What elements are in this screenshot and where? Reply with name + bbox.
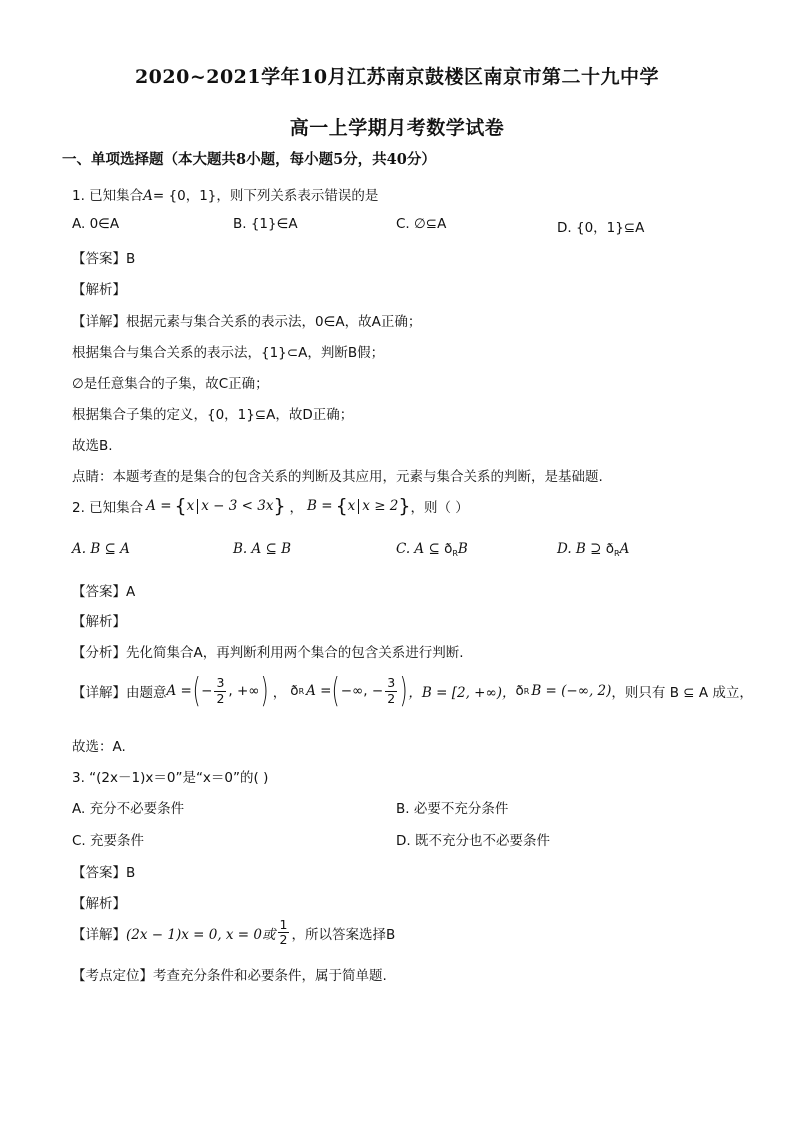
- q1-analysis-label: 【解析】: [72, 282, 126, 298]
- q3-detail-tail: ，所以答案选择B: [291, 926, 396, 943]
- q2-detail-a-tail: , +∞: [228, 683, 260, 699]
- q2-option-d-sub: R: [614, 549, 620, 558]
- q2-bar-b: [358, 499, 359, 514]
- exam-title-line1: 2020~2021学年10月江苏南京鼓楼区南京市第二十九中学: [134, 66, 660, 88]
- q3-detail-math: (2x − 1)x = 0, x = 0或: [126, 926, 276, 943]
- q2-detail-comp-a: A =: [306, 683, 332, 699]
- q2-detail: [72, 671, 753, 711]
- q2-close-brace-a: }: [273, 494, 286, 517]
- q2-option-b: B. A ⊆ B: [233, 541, 292, 557]
- q2-fraction-2-den: 2: [387, 690, 396, 706]
- q1-stem-prefix: 1. 已知集合: [72, 188, 144, 204]
- q3-analysis-label: 【解析】: [72, 896, 126, 912]
- q2-detail-comp-b: B = (−∞, 2): [531, 683, 612, 699]
- q2-bar-a: [197, 499, 198, 514]
- q2-open-paren-2: (: [332, 671, 341, 711]
- q1-stem-var: A: [143, 188, 153, 204]
- q2-analysis-label: 【解析】: [72, 614, 126, 630]
- section-heading: 一、单项选择题（本大题共8小题，每小题5分，共40分）: [62, 151, 436, 168]
- q1-answer: 【答案】B: [72, 251, 136, 267]
- q2-set-a-lhs: A =: [146, 498, 172, 514]
- q2-detail-b: ，B = [2, +∞)，: [408, 685, 516, 701]
- q2-close-paren-2: ): [399, 671, 408, 711]
- q3-detail-label: 【详解】: [72, 926, 126, 943]
- q3-option-b: B. 必要不充分条件: [396, 801, 509, 817]
- q2-choose: 故选：A.: [72, 739, 126, 755]
- q2-stem-suffix: ，则（ ）: [410, 500, 469, 516]
- q2-set-b-lhs: B =: [307, 498, 333, 514]
- q2-close-brace-b: }: [398, 494, 411, 517]
- q1-stem: [72, 184, 378, 204]
- q3-answer: 【答案】B: [72, 865, 136, 881]
- q2-option-c-var: B: [457, 541, 468, 557]
- q2-option-c-complement: ð: [444, 541, 453, 557]
- q2-open-paren-1: (: [192, 671, 201, 711]
- q1-line4: 根据集合子集的定义，{0，1}⊆A，故D正确；: [72, 407, 354, 423]
- q3-detail: [72, 918, 395, 948]
- q1-option-c: C. ∅⊆A: [396, 216, 447, 232]
- q2-option-d-complement: ð: [605, 541, 615, 557]
- q2-fraction-2-num: 3: [387, 675, 396, 691]
- q2-minus-1: −: [201, 683, 213, 699]
- q2-open-brace-b: {: [335, 494, 348, 517]
- q2-analysis: 【分析】先化简集合A，再判断利用两个集合的包含关系进行判断.: [72, 645, 464, 661]
- q2-option-c-prefix: C. A ⊆: [396, 541, 445, 557]
- q2-detail-complement-b-sub: R: [523, 686, 530, 696]
- q1-option-b: B. {1}∈A: [233, 216, 298, 232]
- q2-stem-prefix: 2. 已知集合: [72, 500, 144, 516]
- q3-fraction-den: 2: [279, 932, 288, 948]
- q1-comment: 点睛：本题考查的是集合的包含关系的判断及其应用，元素与集合关系的判断，是基础题.: [72, 469, 603, 485]
- q2-option-c: [396, 541, 468, 558]
- q2-option-c-sub: R: [452, 549, 458, 558]
- q3-stem: 3. “(2x－1)x＝0”是“x＝0”的( ): [72, 770, 269, 786]
- q2-detail-complement-sub: R: [298, 686, 305, 696]
- q2-set-b-cond: x ≥ 2: [362, 498, 399, 514]
- q1-option-a: A. 0∈A: [72, 216, 120, 232]
- exam-title-line2: 高一上学期月考数学试卷: [289, 117, 505, 139]
- q2-comma: ，: [289, 500, 304, 516]
- q2-fraction-1: [214, 676, 226, 706]
- q3-fraction-num: 1: [279, 917, 288, 932]
- q3-option-a: A. 充分不必要条件: [72, 801, 185, 817]
- q1-line3: ∅是任意集合的子集，故C正确；: [72, 376, 269, 392]
- q1-line2: 根据集合与集合关系的表示法，{1}⊂A，判断B假；: [72, 345, 385, 361]
- q2-close-paren-1: ): [260, 671, 269, 711]
- q2-set-b-var: x: [347, 498, 356, 514]
- q2-detail-comp-a-head: −∞, −: [340, 683, 384, 699]
- q3-fraction: [278, 918, 290, 948]
- q2-option-a: A. B ⊆ A: [72, 541, 130, 557]
- q2-fraction-2: [385, 676, 397, 706]
- q2-fraction-1-den: 2: [216, 690, 225, 706]
- q3-kaodian: 【考点定位】考查充分条件和必要条件，属于简单题.: [72, 968, 387, 984]
- q1-choose: 故选B.: [72, 438, 113, 454]
- q2-option-d: [557, 541, 629, 558]
- q2-comma-2: ，: [272, 685, 287, 701]
- q2-open-brace-a: {: [174, 494, 187, 517]
- q1-stem-suffix: = {0，1}，则下列关系表示错误的是: [152, 188, 379, 204]
- q2-detail-complement-b: ð: [515, 683, 524, 699]
- q2-detail-label: 【详解】由题意: [72, 685, 167, 701]
- q3-option-c: C. 充要条件: [72, 833, 145, 849]
- q2-answer: 【答案】A: [72, 584, 136, 600]
- q2-set-a-var: x: [186, 498, 195, 514]
- q1-detail: 【详解】根据元素与集合关系的表示法，0∈A，故A正确；: [72, 314, 422, 330]
- q2-detail-tail: ，则只有 B ⊆ A 成立，: [611, 685, 753, 701]
- q2-detail-complement: ð: [290, 683, 299, 699]
- q2-detail-a: A =: [166, 683, 192, 699]
- q3-option-d: D. 既不充分也不必要条件: [396, 833, 550, 849]
- q2-fraction-1-num: 3: [216, 675, 225, 691]
- q2-set-a-cond: x − 3 < 3x: [201, 498, 274, 514]
- q2-option-d-var: A: [619, 541, 630, 557]
- q2-option-d-prefix: D. B ⊇: [557, 541, 606, 557]
- q2-stem: [72, 496, 469, 516]
- q1-option-d: D. {0，1}⊆A: [557, 220, 645, 236]
